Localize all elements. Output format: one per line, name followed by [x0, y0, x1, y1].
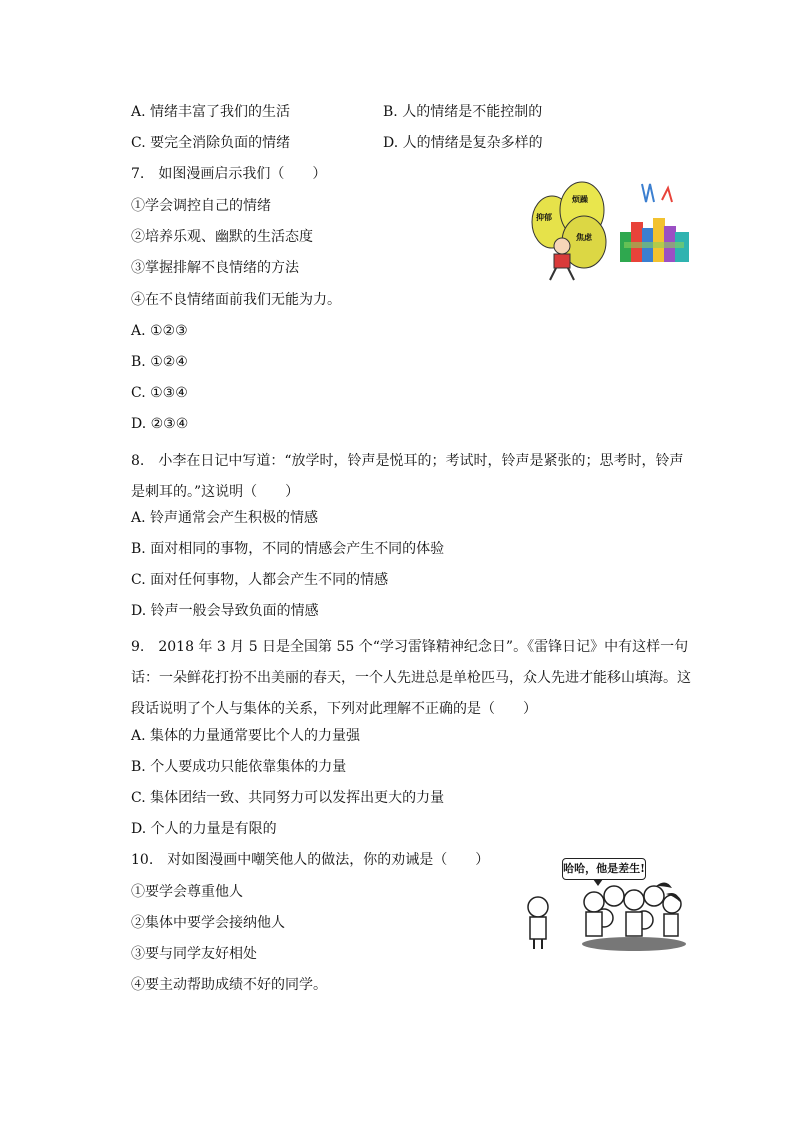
q8-option-c: C. 面对任何事物，人都会产生不同的情感	[131, 572, 389, 588]
q8-option-a: A. 铃声通常会产生积极的情感	[131, 510, 319, 526]
q8-option-b: B. 面对相同的事物，不同的情感会产生不同的体验	[131, 541, 445, 557]
q7-stem: 7. 如图漫画启示我们（ ）	[131, 166, 327, 182]
q8-stem: 8. 小李在日记中写道：“放学时，铃声是悦耳的；考试时，铃声是紧张的；思考时，铃声是刺耳的。”这说明（ ）	[131, 453, 684, 500]
q9-stem: 9. 2018 年 3 月 5 日是全国第 55 个“学习雷锋精神纪念日”。《雷锋日记》中有这样一句话：一朵鲜花打扮不出美丽的春天，一个人先进总是单枪匹马，众人先进才能移山填海。这段话说明了个人与集体的关系，下列对此理解不正确的是（ ）	[131, 639, 691, 717]
q7-item-3: ③掌握排解不良情绪的方法	[131, 260, 299, 276]
q9-option-b: B. 个人要成功只能依靠集体的力量	[131, 759, 347, 775]
sack-label-anxiety: 焦虑	[576, 233, 592, 242]
q7-item-2: ②培养乐观、幽默的生活态度	[131, 229, 313, 245]
q8-option-d: D. 铃声一般会导致负面的情感	[131, 603, 319, 619]
q6-option-c: C. 要完全消除负面的情绪	[131, 135, 291, 151]
q9-option-c: C. 集体团结一致、共同努力可以发挥出更大的力量	[131, 790, 445, 806]
q10-cartoon	[516, 852, 691, 952]
q7-cartoon	[524, 170, 694, 282]
speech-bubble: 哈哈，他是差生!	[562, 858, 646, 880]
q7-cartoon-illustration	[524, 170, 694, 282]
q7-option-b: B. ①②④	[131, 354, 188, 370]
q9-option-d: D. 个人的力量是有限的	[131, 821, 277, 837]
q10-item-3: ③要与同学友好相处	[131, 946, 257, 962]
sack-label-depression: 抑郁	[536, 213, 552, 222]
q7-option-a: A. ①②③	[131, 323, 188, 339]
sack-label-irritation: 烦躁	[572, 195, 588, 204]
q9-option-a: A. 集体的力量通常要比个人的力量强	[131, 728, 361, 744]
q10-item-1: ①要学会尊重他人	[131, 884, 243, 900]
q10-stem: 10. 对如图漫画中嘲笑他人的做法，你的劝诫是（ ）	[131, 852, 490, 868]
q6-option-a: A. 情绪丰富了我们的生活	[131, 104, 291, 120]
q7-option-c: C. ①③④	[131, 385, 188, 401]
q10-item-2: ②集体中要学会接纳他人	[131, 915, 285, 931]
q7-item-1: ①学会调控自己的情绪	[131, 198, 271, 214]
q7-option-d: D. ②③④	[131, 416, 189, 432]
q6-option-b: B. 人的情绪是不能控制的	[383, 104, 543, 120]
q10-item-4: ④要主动帮助成绩不好的同学。	[131, 977, 327, 993]
q7-item-4: ④在不良情绪面前我们无能为力。	[131, 292, 341, 308]
q6-option-d: D. 人的情绪是复杂多样的	[383, 135, 543, 151]
